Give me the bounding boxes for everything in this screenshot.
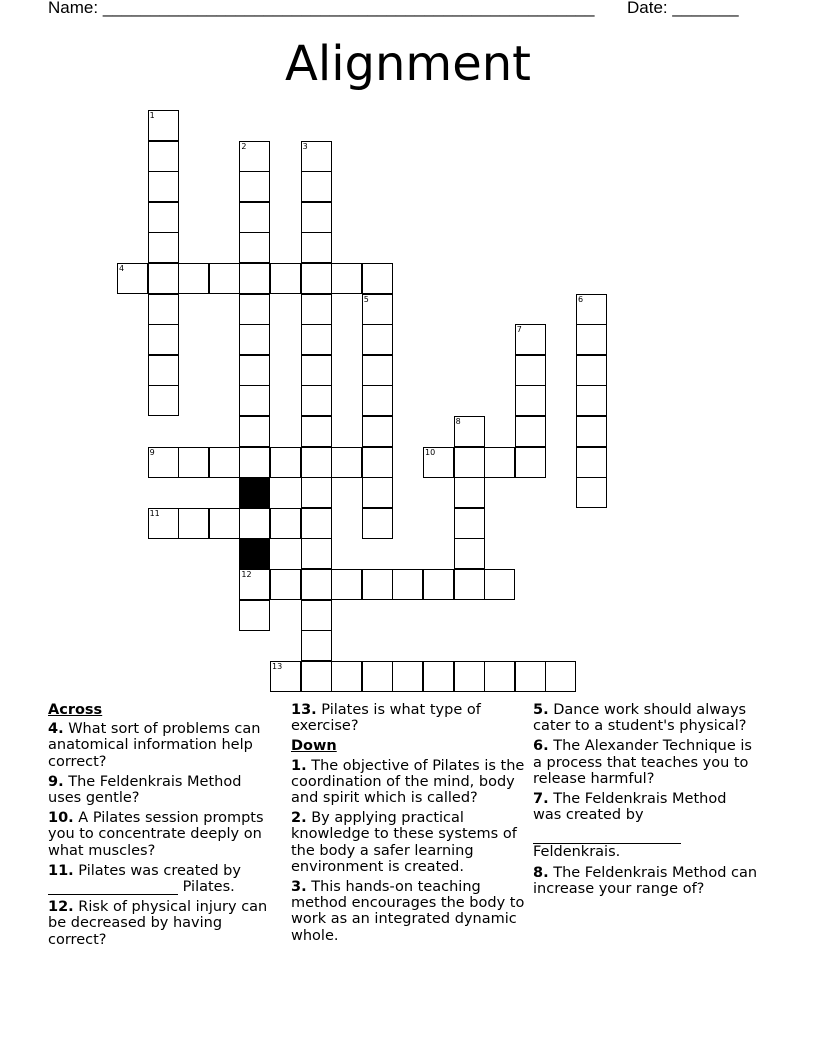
grid-cell[interactable] xyxy=(362,508,393,539)
grid-cell[interactable] xyxy=(148,294,179,325)
grid-cell[interactable] xyxy=(301,202,332,233)
grid-cell[interactable] xyxy=(270,447,301,478)
grid-cell[interactable] xyxy=(454,538,485,569)
grid-cell[interactable] xyxy=(301,171,332,202)
grid-cell[interactable] xyxy=(301,416,332,447)
clue-number-4: 4 xyxy=(119,264,125,273)
grid-cell[interactable] xyxy=(148,355,179,386)
grid-cell[interactable] xyxy=(301,385,332,416)
grid-cell[interactable] xyxy=(148,202,179,233)
grid-cell[interactable] xyxy=(239,416,270,447)
grid-cell[interactable] xyxy=(301,324,332,355)
grid-cell[interactable] xyxy=(270,508,301,539)
clue-down-2: 2. By applying practical knowledge to these systems of the body a safer learning environment is created. xyxy=(291,810,517,875)
date-label: Date: xyxy=(627,0,668,17)
grid-cell[interactable] xyxy=(362,355,393,386)
clues-column-2 xyxy=(291,702,526,948)
grid-cell[interactable] xyxy=(576,447,607,478)
grid-cell[interactable] xyxy=(423,661,454,692)
grid-cell[interactable] xyxy=(239,600,270,631)
clue-down-5: 5. Dance work should always cater to a student's physical? xyxy=(533,702,747,735)
grid-cell[interactable] xyxy=(239,171,270,202)
page-title: Alignment xyxy=(285,36,531,92)
grid-cell[interactable] xyxy=(454,477,485,508)
grid-cell[interactable] xyxy=(178,447,209,478)
clue-down-3: 3. This hands-on teaching method encourages the body to work as an integrated dynamic whole. xyxy=(291,879,525,944)
clue-number-13: 13 xyxy=(272,661,283,671)
grid-cell[interactable] xyxy=(239,355,270,386)
clue-number-12: 12 xyxy=(241,570,252,579)
grid-cell[interactable] xyxy=(209,508,240,539)
grid-cell[interactable] xyxy=(362,263,393,294)
clue-number-5: 5 xyxy=(363,294,369,304)
grid-cell[interactable] xyxy=(239,202,270,233)
clue-number-8: 8 xyxy=(455,417,461,426)
clue-down-6: 6. The Alexander Technique is a process that teaches you to release harmful? xyxy=(533,738,752,787)
grid-cell[interactable] xyxy=(454,508,485,539)
grid-cell[interactable] xyxy=(301,232,332,263)
grid-cell[interactable] xyxy=(515,416,546,447)
grid-cell[interactable] xyxy=(576,385,607,416)
grid-cell[interactable] xyxy=(515,447,546,478)
grid-cell[interactable] xyxy=(392,569,423,600)
grid-cell[interactable] xyxy=(178,263,209,294)
grid-cell[interactable] xyxy=(239,324,270,355)
grid-cell[interactable] xyxy=(331,569,362,600)
grid-cell[interactable] xyxy=(331,447,362,478)
grid-cell[interactable] xyxy=(576,355,607,386)
clue-across-12: 12. Risk of physical injury can be decreased by having correct? xyxy=(48,899,268,948)
grid-cell[interactable] xyxy=(392,661,423,692)
grid-cell[interactable] xyxy=(301,569,332,600)
grid-cell[interactable] xyxy=(239,447,270,478)
grid-cell[interactable] xyxy=(148,232,179,263)
grid-cell[interactable] xyxy=(362,385,393,416)
grid-cell[interactable] xyxy=(209,263,240,294)
grid-cell[interactable] xyxy=(362,416,393,447)
grid-cell[interactable] xyxy=(301,447,332,478)
grid-cell[interactable] xyxy=(148,385,179,416)
grid-cell[interactable] xyxy=(270,569,301,600)
grid-cell[interactable] xyxy=(148,141,179,172)
name-blank: ____________________________________________________ xyxy=(102,0,595,17)
grid-cell[interactable] xyxy=(301,294,332,325)
grid-cell[interactable] xyxy=(576,416,607,447)
clue-number-2: 2 xyxy=(241,141,247,151)
grid-cell[interactable] xyxy=(301,355,332,386)
grid-cell[interactable] xyxy=(331,661,362,692)
clue-across-4: 4. What sort of problems can anatomical information help correct? xyxy=(48,721,261,770)
grid-cell[interactable] xyxy=(362,477,393,508)
grid-cell[interactable] xyxy=(515,661,546,692)
grid-cell[interactable] xyxy=(576,477,607,508)
clue-number-10: 10 xyxy=(425,447,436,457)
grid-cell[interactable] xyxy=(209,447,240,478)
clue-across-10: 10. A Pilates session prompts you to concentrate deeply on what muscles? xyxy=(48,810,264,859)
grid-cell[interactable] xyxy=(239,385,270,416)
clue-down-1: 1. The objective of Pilates is the coordination of the mind, body and spirit which is called? xyxy=(291,757,525,807)
grid-cell[interactable] xyxy=(178,508,209,539)
grid-cell[interactable] xyxy=(148,324,179,355)
grid-cell[interactable] xyxy=(301,538,332,569)
clue-down-8: 8. The Feldenkrais Method can increase your range of? xyxy=(533,864,758,897)
grid-cell[interactable] xyxy=(362,569,393,600)
clue-number-9: 9 xyxy=(149,447,155,457)
grid-cell[interactable] xyxy=(301,477,332,508)
grid-cell[interactable] xyxy=(331,263,362,294)
grid-cell[interactable] xyxy=(148,263,179,294)
grid-cell[interactable] xyxy=(362,447,393,478)
grid-cell[interactable] xyxy=(454,661,485,692)
black-cell xyxy=(239,477,270,508)
grid-cell[interactable] xyxy=(301,508,332,539)
clue-across-11: 11. Pilates was created by Pilates. xyxy=(48,862,241,896)
grid-cell[interactable] xyxy=(454,569,485,600)
answer-blank xyxy=(533,823,681,844)
grid-cell[interactable] xyxy=(301,661,332,692)
clue-number-3: 3 xyxy=(302,141,308,151)
answer-blank xyxy=(48,880,178,895)
grid-cell[interactable] xyxy=(270,263,301,294)
grid-cell[interactable] xyxy=(239,263,270,294)
grid-cell[interactable] xyxy=(484,569,515,600)
grid-cell[interactable] xyxy=(301,600,332,631)
clue-number-7: 7 xyxy=(516,325,522,335)
grid-cell[interactable] xyxy=(423,569,454,600)
grid-cell[interactable] xyxy=(454,447,485,478)
date-blank: _______ xyxy=(672,0,739,17)
grid-cell[interactable] xyxy=(239,232,270,263)
across-heading: Across xyxy=(48,702,103,718)
grid-cell[interactable] xyxy=(545,661,576,692)
grid-cell[interactable] xyxy=(362,661,393,692)
grid-cell[interactable] xyxy=(148,171,179,202)
grid-cell[interactable] xyxy=(576,324,607,355)
clue-number-11: 11 xyxy=(149,508,160,518)
grid-cell[interactable] xyxy=(484,447,515,478)
down-heading: Down xyxy=(291,738,337,755)
grid-cell[interactable] xyxy=(515,355,546,386)
clue-down-7: 7. The Feldenkrais Method was created by Feldenkrais. xyxy=(533,791,727,861)
grid-cell[interactable] xyxy=(301,630,332,661)
grid-cell[interactable] xyxy=(484,661,515,692)
grid-cell[interactable] xyxy=(301,263,332,294)
clue-number-6: 6 xyxy=(578,294,584,304)
clue-across-9: 9. The Feldenkrais Method uses gentle? xyxy=(48,773,242,807)
clue-across-13: 13. Pilates is what type of exercise? xyxy=(291,702,481,735)
grid-cell[interactable] xyxy=(362,324,393,355)
grid-cell[interactable] xyxy=(515,385,546,416)
clue-number-1: 1 xyxy=(149,111,155,120)
black-cell xyxy=(239,538,270,569)
name-label: Name: xyxy=(48,0,99,17)
grid-cell[interactable] xyxy=(239,508,270,539)
grid-cell[interactable] xyxy=(239,294,270,325)
clues-column-3 xyxy=(533,702,758,901)
clues-column-1 xyxy=(48,702,278,952)
